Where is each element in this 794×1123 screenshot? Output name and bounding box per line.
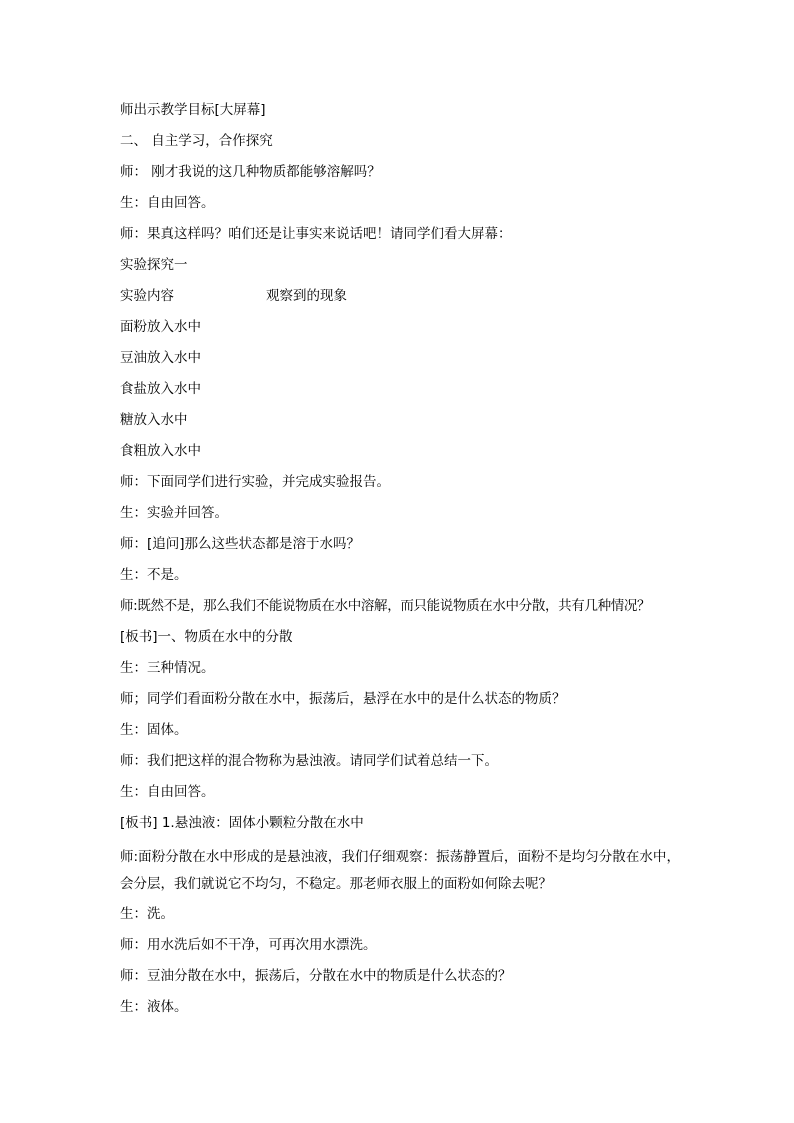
paragraph: 生：实验并回答。 bbox=[120, 505, 228, 521]
paragraph: 师：豆油分散在水中，振荡后，分散在水中的物质是什么状态的？ bbox=[120, 968, 512, 984]
board-note: [板书] 1.悬浊液：固体小颗粒分散在水中 bbox=[120, 815, 364, 831]
experiment-row: 豆油放入水中 bbox=[120, 350, 201, 366]
paragraph: 师：用水洗后如不干净，可再次用水漂洗。 bbox=[120, 937, 377, 953]
paragraph: 生：不是。 bbox=[120, 567, 188, 583]
paragraph: 师:面粉分散在水中形成的是悬浊液，我们仔细观察：振荡静置后，面粉不是均匀分散在水中，会分层，我们就说它不均匀，不稳定。那老师衣服上的面粉如何除去呢？ bbox=[120, 849, 680, 892]
table-header-observation: 观察到的现象 bbox=[266, 288, 347, 304]
paragraph: 生：三种情况。 bbox=[120, 660, 215, 676]
paragraph: 师；同学们看面粉分散在水中，振荡后，悬浮在水中的是什么状态的物质？ bbox=[120, 691, 566, 707]
board-note: [板书]一、物质在水中的分散 bbox=[120, 629, 293, 645]
paragraph: 生：自由回答。 bbox=[120, 784, 215, 800]
experiment-row: 食粗放入水中 bbox=[120, 443, 201, 459]
table-header-content: 实验内容 bbox=[120, 288, 174, 304]
section-heading: 二、 自主学习，合作探究 bbox=[120, 133, 273, 149]
paragraph: 师:既然不是，那么我们不能说物质在水中溶解，而只能说物质在水中分散，共有几种情况？ bbox=[120, 598, 651, 614]
paragraph: 师：[追问]那么这些状态都是溶于水吗？ bbox=[120, 536, 361, 552]
paragraph: 师：果真这样吗？咱们还是让事实来说话吧！请同学们看大屏幕： bbox=[120, 226, 512, 242]
paragraph: 师： 刚才我说的这几种物质都能够溶解吗？ bbox=[120, 164, 381, 180]
experiment-table-header bbox=[120, 286, 680, 306]
paragraph: 生：自由回答。 bbox=[120, 195, 215, 211]
paragraph: 师：我们把这样的混合物称为悬浊液。请同学们试着总结一下。 bbox=[120, 753, 498, 769]
paragraph: 生：液体。 bbox=[120, 999, 188, 1015]
paragraph: 师：下面同学们进行实验，并完成实验报告。 bbox=[120, 474, 390, 490]
paragraph: 生：洗。 bbox=[120, 906, 174, 922]
paragraph: 生：固体。 bbox=[120, 722, 188, 738]
experiment-title: 实验探究一 bbox=[120, 257, 188, 273]
paragraph: 师出示教学目标[大屏幕] bbox=[120, 102, 266, 118]
experiment-row: 糖放入水中 bbox=[120, 412, 188, 428]
experiment-row: 面粉放入水中 bbox=[120, 319, 201, 335]
document-body bbox=[120, 100, 680, 1028]
experiment-row: 食盐放入水中 bbox=[120, 381, 201, 397]
